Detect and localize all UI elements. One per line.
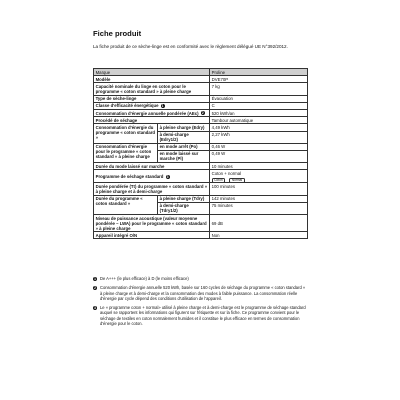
table-row bbox=[94, 183, 308, 195]
program-energy-label: Consommation d'énergie du programme « coton standard » bbox=[94, 124, 158, 143]
table-row bbox=[94, 102, 308, 109]
footnote-1 bbox=[93, 276, 307, 281]
program-time-label: Durée du programme « coton standard » bbox=[94, 195, 158, 214]
energy-half-load-value: 2,27 kWh bbox=[210, 131, 308, 143]
off-mode-label: en mode arrêt (Po) bbox=[158, 143, 210, 150]
dryer-type-label: Type de sèche-linge bbox=[94, 95, 210, 102]
table-row bbox=[94, 215, 308, 232]
time-half-load-label: à demi-charge (Tdry1/2) bbox=[158, 202, 210, 214]
standard-program-label: Programme de séchage standard bbox=[95, 173, 164, 179]
left-on-mode-label: en mode laissé sur marche (Pl) bbox=[158, 150, 210, 162]
noise-value: 69 dB bbox=[210, 215, 308, 232]
program-icons bbox=[212, 177, 306, 182]
dryer-type-value: Évacuation bbox=[210, 95, 308, 102]
table-row bbox=[94, 170, 308, 183]
built-in-value: Non bbox=[210, 232, 308, 239]
cotton-program-icon: Coton bbox=[212, 178, 226, 183]
energy-full-load-label: à pleine charge (Edry) bbox=[158, 124, 210, 131]
table-row bbox=[94, 69, 308, 76]
footnote-2 bbox=[93, 285, 307, 301]
power-consumption-label: Consommation d'énergie pour le programme « coton standard » à pleine charge bbox=[94, 143, 158, 162]
built-in-label: Appareil intégré O/N bbox=[94, 232, 210, 239]
table-row bbox=[94, 163, 308, 170]
left-on-mode-value: 0,49 W bbox=[210, 150, 308, 162]
left-on-duration-label: Durée du mode laissé sur marche bbox=[94, 163, 210, 170]
energy-half-load-label: à demi-charge (Edry1/2) bbox=[158, 131, 210, 143]
annual-energy-value: 520 kWh/an bbox=[210, 109, 308, 116]
footnote-2-marker: 2 bbox=[201, 111, 204, 116]
footnote-1-marker: 1 bbox=[161, 104, 164, 109]
weighted-time-value: 100 minutes bbox=[210, 183, 308, 195]
weighted-time-label: Durée pondérée (Tt) du programme « coton standard » à pleine charge et à demi-charge bbox=[94, 183, 210, 195]
energy-full-load-value: 4,49 kWh bbox=[210, 124, 308, 131]
footnote-1-text: De A+++ (le plus efficace) à D (le moins efficace) bbox=[100, 276, 189, 281]
brand-value: Proline bbox=[210, 69, 308, 76]
model-label: Modèle bbox=[94, 76, 210, 83]
footnote-2-text: Consommation d'énergie annuelle 520 kWh, basée sur 160 cycles de séchage du programme « coton standard » à pleine charge et à demi-charge et la consommation des modes à faible puissance. La consommation réelle d'énergie par cycle dépend des conditions d'utilisation de l'appareil. bbox=[100, 285, 306, 301]
annual-energy-label: Consommation d'énergie annuelle pondérée (AEc) bbox=[95, 110, 199, 116]
normal-program-icon: Normal bbox=[229, 178, 244, 183]
time-full-load-value: 142 minutes bbox=[210, 195, 308, 202]
control-label: Procédé de séchage bbox=[94, 117, 210, 124]
left-on-duration-value: 10 minutes bbox=[210, 163, 308, 170]
table-row bbox=[94, 83, 308, 95]
table-row bbox=[94, 124, 308, 131]
standard-program-value: Coton + normal bbox=[211, 170, 242, 176]
energy-class-label: Classe d'efficacité énergétique bbox=[95, 103, 159, 109]
page-title: Fiche produit bbox=[93, 29, 142, 38]
off-mode-value: 0,46 W bbox=[210, 143, 308, 150]
table-row bbox=[94, 117, 308, 124]
control-value: Tambour automatique bbox=[210, 117, 308, 124]
footnote-3 bbox=[93, 305, 307, 326]
table-row bbox=[94, 232, 308, 239]
footnote-3-marker: 3 bbox=[166, 174, 169, 179]
table-row bbox=[94, 109, 308, 116]
time-half-load-value: 75 minutes bbox=[210, 202, 308, 214]
footnotes bbox=[93, 276, 307, 330]
footnote-3-number: 3 bbox=[94, 305, 96, 310]
brand-label: Marque bbox=[94, 69, 210, 76]
capacity-label: Capacité nominale du linge en coton pour le programme « coton standard » à pleine charge bbox=[94, 83, 210, 95]
footnote-1-number: 1 bbox=[94, 276, 96, 281]
footnote-3-text: Le « programme coton + normal» utilisé à pleine charge et à demi-charge est le programme de séchage standard auquel se rapportent les informations qui figurent sur l'étiquette et sur la fiche. Ce programme convient pour le séchage de textiles en coton normalement humides et il constitue le plus efficace en termes de consommation d'énergie pour le coton. bbox=[100, 305, 306, 327]
noise-label: Niveau de puissance acoustique (valeur moyenne pondérée – LWA) pour le programme « coton standard » à pleine charge bbox=[94, 215, 210, 232]
model-value: DVE70P bbox=[210, 76, 308, 83]
capacity-value: 7 kg bbox=[210, 83, 308, 95]
footnote-2-number: 2 bbox=[94, 285, 96, 290]
table-row bbox=[94, 95, 308, 102]
time-full-load-label: à pleine charge (Tdry) bbox=[158, 195, 210, 202]
product-spec-table bbox=[93, 68, 308, 239]
table-row bbox=[94, 143, 308, 150]
energy-class-value: C bbox=[210, 102, 308, 109]
table-row bbox=[94, 76, 308, 83]
table-row bbox=[94, 195, 308, 202]
intro-text: La fiche produit de ce sèche-linge est en conformité avec le règlement délégué UE N°392/2012. bbox=[93, 44, 288, 49]
